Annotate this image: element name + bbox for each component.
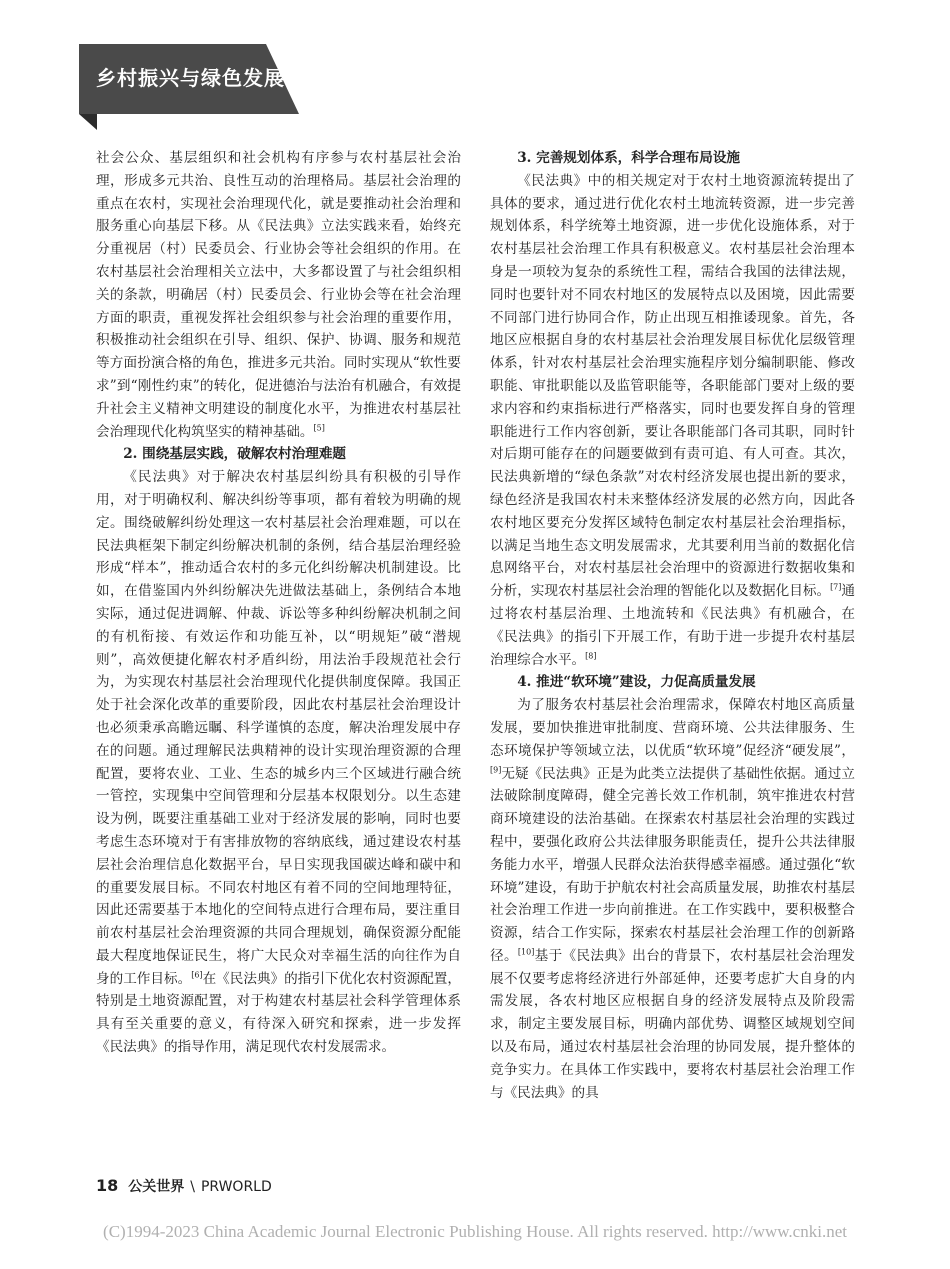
banner-fold [79, 114, 97, 130]
magazine-name: 公关世界 [128, 1179, 185, 1195]
left-column [96, 147, 461, 1059]
reference-marker[interactable]: [8] [585, 651, 597, 660]
paragraph: 《民法典》中的相关规定对于农村土地资源流转提出了具体的要求，通过进行优化农村土地流转资源，进一步完善规划体系，科学统筹土地资源，进一步优化设施体系，对于农村基层社会治理工作具有积极意义。农村基层社会治理本身是一项较为复杂的系统性工程，需结合我国的法律法规，同时也要针对不同农村地区的发展特点以及困境，因此需要不同部门进行协同合作，防止出现互相推诿现象。首先，各地区应根据自身的农村基层社会治理发展目标优化层级管理体系，针对农村基层社会治理实施程序划分编制职能、修改职能、审批职能以及监管职能等，各职能部门要对上级的要求内容和约束指标进行严格落实，同时也要发挥自身的管理职能进行工作内容创新，要让各职能部门各司其职，同时针对后期可能存在的问题要做到有责可追、有人可查。其次，民法典新增的“绿色条款”对农村经济发展也提出新的要求，绿色经济是我国农村未来整体经济发展的必然方向，因此各农村地区要充分发挥区域特色制定农村基层社会治理指标，以满足当地生态文明发展需求，尤其要利用当前的数据化信息网络平台，对农村基层社会治理中的资源进行数据收集和分析，实现农村基层社会治理的智能化以及数据化目标。[7]通过将农村基层治理、土地流转和《民法典》有机融合，在《民法典》的指引下开展工作，有助于进一步提升农村基层治理综合水平。[8] [490, 172, 856, 668]
footer-separator: \ [190, 1179, 195, 1195]
reference-marker[interactable]: [7] [830, 582, 842, 592]
paragraph: 为了服务农村基层社会治理需求，保障农村地区高质量发展，要加快推进审批制度、营商环境、公共法律服务、生态环境保护等领域立法，以优质“软环境”促经济“硬发展”，[9]无疑《民法典》正是为此类立法提供了基础性依据。通过立法破除制度障碍，健全完善长效工作机制，筑牢推进农村营商环境建设的法治基础。在探索农村基层社会治理的实践过程中，要强化政府公共法律服务职能责任，提升公共法律服务能力水平，增强人民群众法治获得感幸福感。通过强化“软环境”建设，有助于护航农村社会高质量发展，助推农村基层社会治理工作进一步向前推进。在工作实践中，要积极整合资源，结合工作实际，探索农村基层社会治理工作的创新路径。[10]基于《民法典》出台的背景下，农村基层社会治理发展不仅要考虑将经济进行外部延伸，还要考虑扩大自身的内需发展，各农村地区应根据自身的经济发展特点及阶段需求，制定主要发展目标，明确内部优势、调整区域规划空间以及布局，通过农村基层社会治理的协同发展，提升整体的竞争实力。在具体工作实践中，要将农村基层社会治理工作与《民法典》的具 [490, 697, 856, 1101]
reference-marker[interactable]: [10] [517, 947, 535, 957]
paragraph: 《民法典》对于解决农村基层纠纷具有积极的引导作用，对于明确权利、解决纠纷等事项，都有着较为明确的规定。围绕破解纠纷处理这一农村基层社会治理难题，可以在民法典框架下制定纠纷解决机制的条例，结合基层治理经验形成“样本”，推动适合农村的多元化纠纷解决机制建设。比如，在借鉴国内外纠纷解决先进做法基础上，条例结合本地实际，通过促进调解、仲裁、诉讼等多种纠纷解决机制之间的有机衔接、有效运作和功能互补，以“明规矩”破“潜规则”，高效便捷化解农村矛盾纠纷，用法治手段规范社会行为，为实现农村基层社会治理现代化提供制度保障。我国正处于社会深化改革的重要阶段，因此农村基层社会治理设计也必须秉承高瞻远瞩、科学谨慎的态度，解决治理发展中存在的问题。通过理解民法典精神的设计实现治理资源的合理配置，要将农业、工业、生态的城乡内三个区域进行融合统一管控，实现集中空间管理和分层基本权限划分。以生态建设为例，既要注重基础工业对于经济发展的影响，同时也要考虑生态环境对于有害排放物的容纳底线，通过建设农村基层社会治理信息化数据平台，早日实现我国碳达峰和碳中和的重要发展目标。不同农村地区有着不同的空间地理特征，因此还需要基于本地化的空间特点进行合理布局，要注重目前农村基层社会治理资源的共同合理规划，确保资源分配能最大程度地保证民生，将广大民众对幸福生活的向往作为自身的工作目标。[6]在《民法典》的指引下优化农村资源配置，特别是土地资源配置，对于构建农村基层社会科学管理体系具有至关重要的意义，有待深入研究和探索，进一步发挥《民法典》的指导作用，满足现代农村发展需求。 [96, 469, 462, 1056]
reference-marker[interactable]: [9] [490, 764, 502, 774]
right-column [490, 147, 855, 1104]
page-footer [96, 1176, 272, 1196]
reference-marker[interactable]: [6] [191, 970, 203, 980]
paragraph: 社会公众、基层组织和社会机构有序参与农村基层社会治理，形成多元共治、良性互动的治理格局。基层社会治理的重点在农村，实现社会治理现代化，就是要推动社会治理和服务重心向基层下移。从《民法典》立法实践来看，始终充分重视居（村）民委员会、行业协会等社会组织的作用。在农村基层社会治理相关立法中，大多都设置了与社会组织相关的条款，明确居（村）民委员会、行业协会等在社会治理方面的职责，重视发挥社会组织参与社会治理的重要作用，积极推动社会组织在引导、组织、保护、协调、服务和规范等方面扮演合格的角色，推进多元共治。同时实现从“软性要求”到“刚性约束”的转化，促进德治与法治有机融合，有效提升社会主义精神文明建设的制度化水平，为推进农村基层社会治理现代化构筑坚实的精神基础。[5] [96, 150, 461, 440]
magazine-name-en: PRWORLD [200, 1179, 272, 1195]
section-title: 乡村振兴与绿色发展 [96, 66, 285, 90]
section-heading: 2. 围绕基层实践，破解农村治理难题 [123, 446, 347, 463]
reference-marker[interactable]: [5] [313, 423, 325, 433]
page-number: 18 [96, 1176, 119, 1195]
copyright-watermark: (C)1994-2023 China Academic Journal Electronic Publishing House. All rights reserved. http://www.cnki.net [103, 1222, 847, 1241]
section-heading: 3. 完善规划体系，科学合理布局设施 [517, 150, 741, 166]
section-heading: 4. 推进“软环境”建设，力促高质量发展 [517, 674, 756, 691]
